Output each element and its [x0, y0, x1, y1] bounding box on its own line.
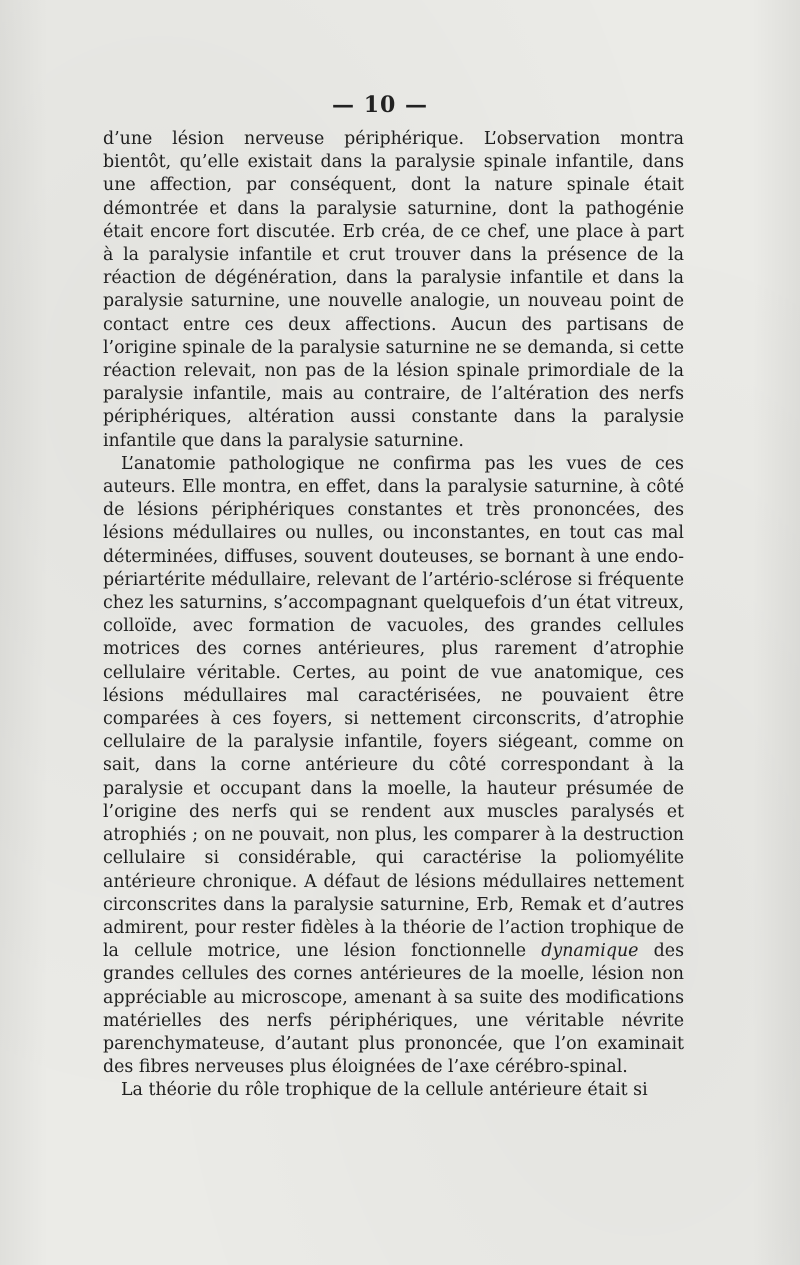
emphasis-dynamique: dynamique: [541, 941, 639, 962]
paragraph-3: La théorie du rôle trophique de la cellule antérieure était si: [121, 1080, 648, 1101]
paragraph-2-part-2: des grandes cellules des cornes antérieures de la moelle, lésion non appréciable au microscope, amenant à sa suite des modifications matérielles des nerfs périphériques, une véritable névrite parenchymateuse, d’autant plus prononcée, que l’on examinait des fibres nerveuses plus éloignées de l’axe cérébro-spinal.: [103, 941, 685, 1078]
paragraph-1: d’une lésion nerveuse périphérique. L’observation montra bientôt, qu’elle existait dans la paralysie spinale infantile, dans une affection, par conséquent, dont la nature spinale était démontrée et dans la paralysie saturnine, dont la pathogénie était encore fort discutée. Erb créa, de ce chef, une place à part à la paralysie infantile et crut trouver dans la présence de la réaction de dégénération, dans la paralysie infantile et dans la paralysie saturnine, une nouvelle analogie, un nouveau point de contact entre ces deux affections. Aucun des partisans de l’origine spinale de la paralysie saturnine ne se demanda, si cette réaction relevait, non pas de la lésion spinale primordiale de la paralysie infantile, mais au contraire, de l’altération des nerfs périphériques, altération aussi constante dans la paralysie infantile que dans la paralysie saturnine.: [103, 129, 684, 451]
page-number: — 10 —: [332, 92, 428, 118]
text-body: [103, 128, 684, 1103]
paragraph-2-part-1: L’anatomie pathologique ne confirma pas les vues de ces auteurs. Elle montra, en effet, dans la paralysie saturnine, à côté de lésions périphériques constantes et très prononcées, des lésions médullaires ou nulles, ou inconstantes, en tout cas mal déterminées, diffuses, souvent douteuses, se bornant à une endo-périartérite médullaire, relevant de l’artério-sclérose si fréquente chez les saturnins, s’accompagnant quelquefois d’un état vitreux, colloïde, avec formation de vacuoles, des grandes cellules motrices des cornes antérieures, plus rarement d’atrophie cellulaire véritable. Certes, au point de vue anatomique, ces lésions médullaires mal caractérisées, ne pouvaient être comparées à ces foyers, si nettement circonscrits, d’atrophie cellulaire de la paralysie infantile, foyers siégeant, comme on sait, dans la corne antérieure du côté correspondant à la paralysie et occupant dans la moelle, la hauteur présumée de l’origine des nerfs qui se rendent aux muscles paralysés et atrophiés ; on ne pouvait, non plus, les comparer à la destruction cellulaire si considérable, qui caractérise la poliomyélite antérieure chronique. A défaut de lésions médullaires nettement circonscrites dans la paralysie saturnine, Erb, Remak et d’autres admirent, pour rester fidèles à la théorie de l’action trophique de la cellule motrice, une lésion fonctionnelle: [103, 453, 684, 962]
paragraph-2: [103, 453, 684, 1079]
